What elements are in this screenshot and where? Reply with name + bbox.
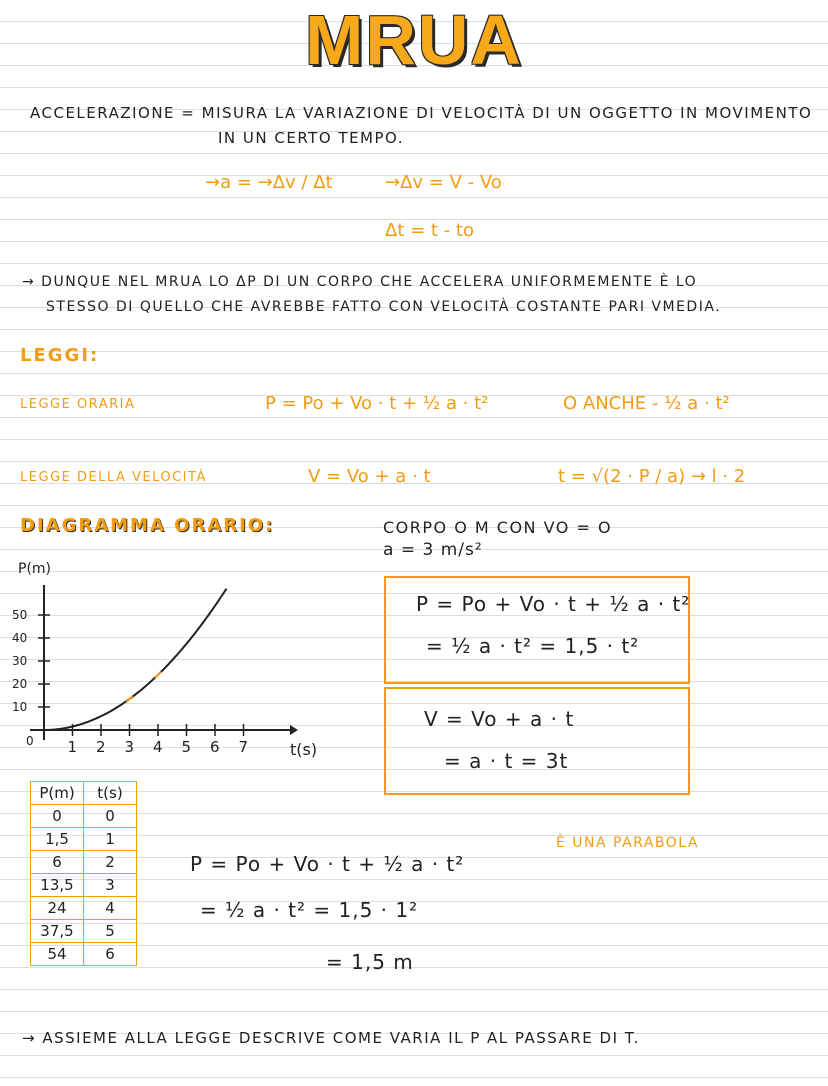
legge-oraria-formula: P = Po + Vo · t + ½ a · t²	[265, 393, 489, 414]
acceleration-definition-formula: →a = →Δv / Δt	[205, 172, 333, 193]
page-title: MRUA	[305, 1, 523, 79]
box1-line1: P = Po + Vo · t + ½ a · t²	[416, 592, 691, 616]
table-row	[31, 897, 137, 920]
example-line1: P = Po + Vo · t + ½ a · t²	[190, 852, 465, 876]
table-header-time: t(s)	[84, 782, 137, 805]
chart-x-axis-label: t(s)	[290, 740, 318, 759]
table-cell: 6	[31, 851, 84, 874]
chart-y-tick-label: 50	[12, 608, 28, 622]
table-row	[31, 851, 137, 874]
chart-y-tick-label: 30	[12, 654, 28, 668]
table-cell: 37,5	[31, 920, 84, 943]
chart-y-tick-label: 20	[12, 677, 28, 691]
table-row	[31, 874, 137, 897]
chart-data-point	[127, 696, 133, 702]
table-row	[31, 943, 137, 966]
box1-line2: = ½ a · t² = 1,5 · t²	[426, 634, 640, 658]
footer-note: → ASSIEME ALLA LEGGE DESCRIVE COME VARIA IL P AL PASSARE DI T.	[22, 1029, 640, 1047]
legge-oraria-label: LEGGE ORARIA	[20, 397, 136, 412]
chart-x-tick-label: 5	[181, 738, 192, 756]
table-cell: 0	[31, 805, 84, 828]
table-cell: 4	[84, 897, 137, 920]
chart-origin-label: 0	[26, 734, 34, 748]
table-header-position: P(m)	[31, 782, 84, 805]
table-cell: 54	[31, 943, 84, 966]
chart-x-tick-label: 1	[67, 738, 78, 756]
table-cell: 6	[84, 943, 137, 966]
accelerazione-definition-line2: IN UN CERTO TEMPO.	[218, 129, 404, 147]
chart-x-axis-arrow	[290, 725, 298, 735]
chart-x-tick-label: 4	[153, 738, 163, 756]
velocity-law-box	[384, 687, 690, 795]
table-cell: 24	[31, 897, 84, 920]
legge-velocita-label: LEGGE DELLA VELOCITÀ	[20, 470, 207, 485]
chart-data-point	[155, 672, 161, 678]
table-cell: 5	[84, 920, 137, 943]
example-line2: = ½ a · t² = 1,5 · 1²	[200, 898, 419, 922]
example-line3: = 1,5 m	[326, 950, 414, 974]
chart-y-axis-label: P(m)	[18, 561, 52, 577]
delta-t-formula: Δt = t - to	[385, 220, 474, 241]
chart-x-tick-label: 6	[210, 738, 220, 756]
chart-x-tick-label: 7	[238, 738, 249, 756]
box2-line2: = a · t = 3t	[444, 749, 569, 773]
chart-x-tick-label: 2	[96, 738, 106, 756]
chart-y-tick-label: 40	[12, 631, 28, 645]
table-cell: 1,5	[31, 828, 84, 851]
table-cell: 0	[84, 805, 137, 828]
diagramma-orario-heading: DIAGRAMMA ORARIO:	[20, 515, 275, 536]
time-from-position-formula: t = √(2 · P / a) → l · 2	[558, 466, 746, 487]
legge-velocita-formula: V = Vo + a · t	[308, 466, 431, 487]
table-row	[31, 828, 137, 851]
chart-series-line	[44, 589, 226, 730]
table-cell: 13,5	[31, 874, 84, 897]
position-time-table	[30, 781, 137, 966]
box2-line1: V = Vo + a · t	[424, 707, 575, 731]
accelerazione-definition-line1: ACCELERAZIONE = MISURA LA VARIAZIONE DI VELOCITÀ DI UN OGGETTO IN MOVIMENTO	[30, 104, 813, 122]
leggi-heading: LEGGI:	[20, 345, 100, 366]
delta-v-formula: →Δv = V - Vo	[385, 172, 502, 193]
legge-oraria-alternative: O ANCHE - ½ a · t²	[563, 393, 730, 414]
chart-y-tick-label: 10	[12, 700, 28, 714]
dunque-line2: STESSO DI QUELLO CHE AVREBBE FATTO CON VELOCITÀ COSTANTE PARI VMEDIA.	[46, 299, 722, 315]
table-cell: 2	[84, 851, 137, 874]
position-time-chart	[0, 555, 360, 770]
position-law-box	[384, 576, 690, 684]
acceleration-value: a = 3 m/s²	[383, 540, 483, 560]
chart-x-tick-label: 3	[124, 738, 135, 756]
table-header-row	[31, 782, 137, 805]
dunque-line1: → DUNQUE NEL MRUA LO ΔP DI UN CORPO CHE ACCELERA UNIFORMEMENTE È LO	[22, 274, 698, 290]
corpo-condition: CORPO O M CON VO = O	[383, 518, 613, 537]
table-row	[31, 805, 137, 828]
table-cell: 3	[84, 874, 137, 897]
parabola-note: È UNA PARABOLA	[556, 835, 699, 851]
table-cell: 1	[84, 828, 137, 851]
table-row	[31, 920, 137, 943]
